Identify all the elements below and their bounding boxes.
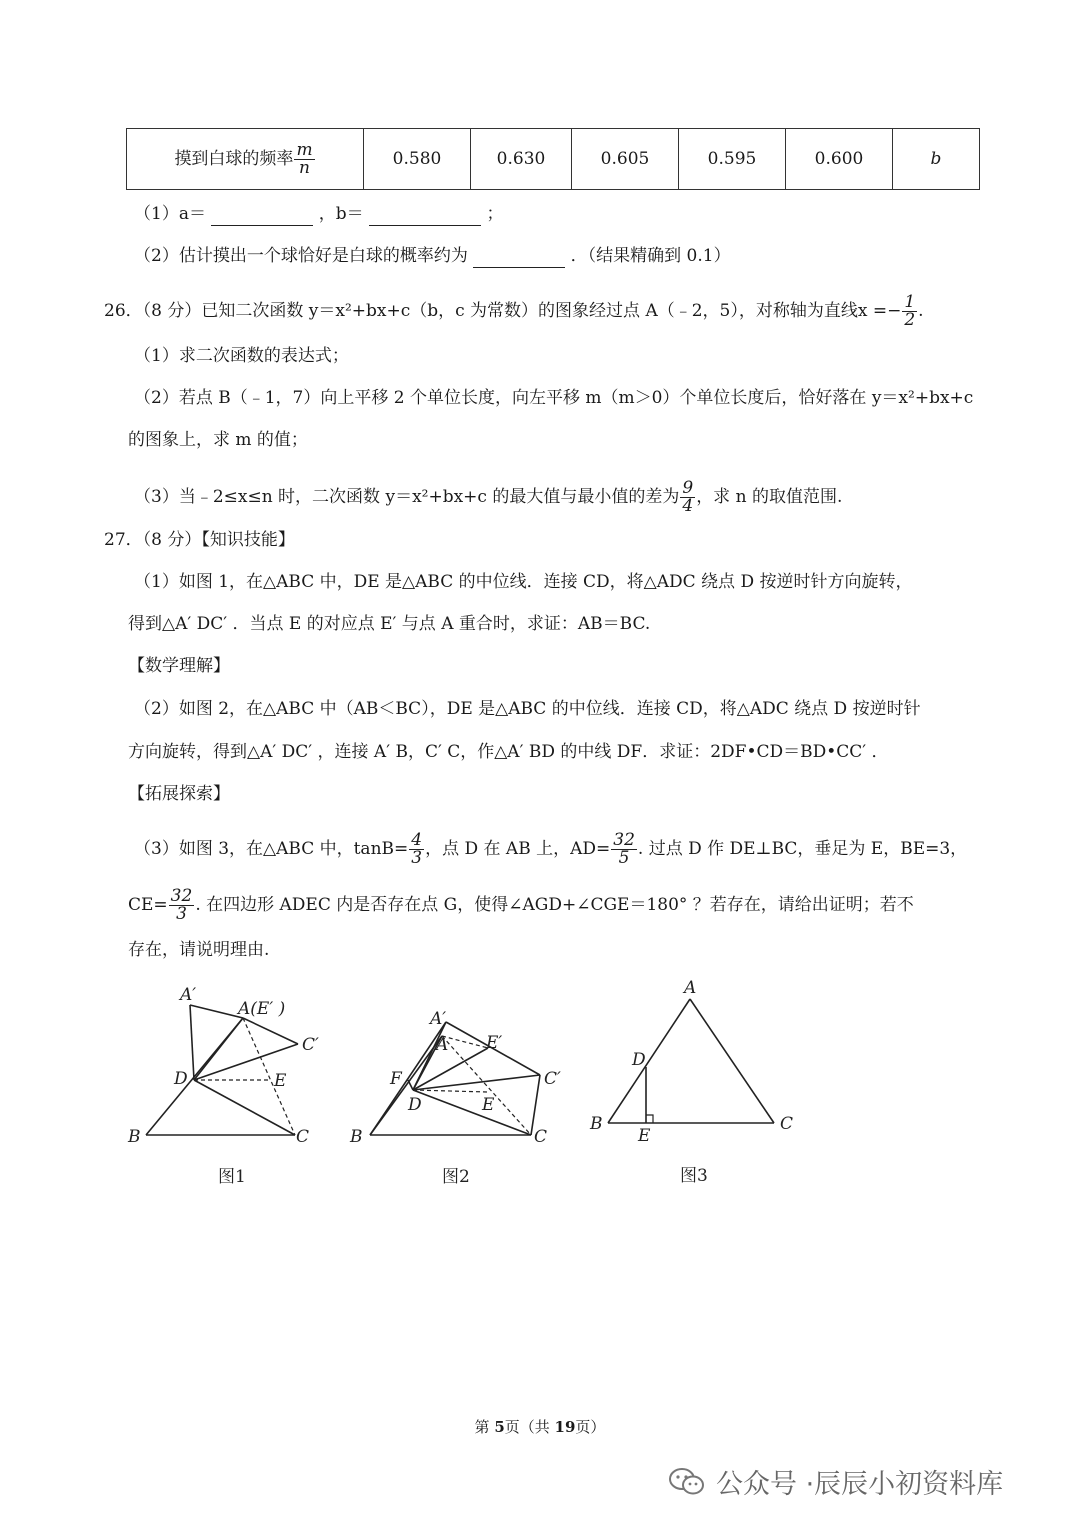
q25-semicolon: ；: [486, 204, 504, 224]
segment-ac: [690, 999, 774, 1123]
q26-part3-fraction: [680, 480, 695, 515]
label-d: D: [408, 1095, 422, 1115]
q26-part3-end: ，求 n 的取值范围.: [696, 487, 843, 507]
q27-part1-line2: 得到△A′ DC′ ．当点 E 的对应点 E′ 与点 A 重合时，求证：AB＝BC.: [128, 614, 651, 634]
row-label-text: 摸到白球的频率: [174, 148, 294, 169]
q26-part3: [134, 480, 842, 515]
frequency-table: [126, 128, 980, 190]
segment-dc: [413, 1090, 531, 1135]
ad-fraction: [611, 832, 637, 867]
table-cell: 0.605: [572, 129, 679, 190]
label-e: E: [638, 1126, 651, 1146]
q27-stem: 27．（8 分）【知识技能】: [104, 530, 295, 550]
figure-1-caption: 图1: [218, 1167, 246, 1187]
fraction-denominator: 2: [904, 310, 916, 330]
segment-ac-dashed: [243, 1018, 295, 1135]
footer-pre: 第: [474, 1418, 495, 1436]
label-b: B: [128, 1127, 141, 1147]
table-cell: 0.580: [364, 129, 471, 190]
q25-probability-blank[interactable]: [473, 267, 565, 268]
fraction-numerator: 9: [682, 478, 694, 498]
figure-3: [580, 975, 810, 1190]
label-e: E: [274, 1071, 287, 1091]
row-label-fraction: [294, 139, 314, 178]
label-a-e1: A(E′ ): [238, 999, 286, 1019]
right-angle-mark: [646, 1115, 653, 1123]
label-d: D: [632, 1050, 646, 1070]
tan-fraction: [409, 832, 424, 867]
q25-part1: [134, 202, 503, 226]
q27-part2-line1: （2）如图 2，在△ABC 中（AB＜BC），DE 是△ABC 的中位线．连接 CD，将△ADC 绕点 D 按逆时针: [134, 699, 921, 719]
label-a: A: [684, 978, 697, 998]
figure-1: [118, 980, 338, 1190]
page-footer: [0, 1416, 1080, 1437]
segment-ac1: [243, 1018, 298, 1044]
q25-b-label: ，b＝: [318, 204, 364, 224]
fraction-denominator: 5: [618, 848, 630, 868]
fraction-denominator: n: [299, 157, 310, 178]
label-b: B: [590, 1114, 603, 1134]
page-number: 5: [494, 1418, 505, 1436]
table-cell: b: [893, 129, 980, 190]
q27-part2-line2: 方向旋转，得到△A′ DC′ ，连接 A′ B，C′ C，作△A′ BD 的中线 DF．求证：2DF•CD＝BD•CC′ ．: [128, 742, 889, 762]
fraction-numerator: 4: [411, 830, 423, 850]
q25-part2-text: （2）估计摸出一个球恰好是白球的概率约为: [134, 246, 468, 266]
q27-heading-extension: 【拓展探索】: [128, 784, 230, 804]
fraction-numerator: 32: [613, 830, 635, 850]
q26-part3-text: （3）当﹣2≤x≤n 时，二次函数 y＝x²+bx+c 的最大值与最小值的差为: [134, 487, 680, 507]
label-c: C: [296, 1127, 310, 1147]
q26-stem-text: 26．（8 分）已知二次函数 y＝x²+bx+c（b，c 为常数）的图象经过点 A（﹣2，5），对称轴为直线x =−: [104, 301, 902, 321]
fraction-denominator: 3: [176, 904, 187, 924]
footer-mid: 页（共: [504, 1418, 555, 1436]
q26-axis-fraction: [902, 294, 917, 329]
label-a1: A′: [430, 1009, 447, 1029]
table-cell: 0.630: [471, 129, 572, 190]
segment-fd: [408, 1080, 413, 1090]
segment-dc1: [413, 1075, 540, 1090]
q27-part3-text2: ，点 D 在 AB 上，AD=: [425, 839, 611, 859]
label-a1: A′: [180, 985, 197, 1005]
total-pages: 19: [554, 1418, 576, 1436]
segment-da1: [190, 1005, 194, 1080]
ce-fraction: [169, 888, 195, 923]
q26-part1: （1）求二次函数的表达式；: [134, 346, 349, 366]
q27-part3-line1: [134, 832, 967, 867]
q25-a-blank[interactable]: [211, 225, 313, 226]
q27-heading-understanding: 【数学理解】: [128, 656, 230, 676]
label-e1: E′: [486, 1033, 503, 1053]
q26-part2-line1: （2）若点 B（﹣1，7）向上平移 2 个单位长度，向左平移 m（m＞0）个单位长度后，恰好落在 y＝x²+bx+c: [134, 388, 974, 408]
q25-b-blank[interactable]: [369, 225, 481, 226]
ce-label: CE=: [128, 895, 168, 915]
q26-part2-line2: 的图象上，求 m 的值；: [128, 430, 308, 450]
q26-stem: [104, 294, 924, 329]
table-cell: 0.595: [679, 129, 786, 190]
label-f: F: [390, 1069, 402, 1089]
label-a: A: [436, 1035, 449, 1055]
q27-part3-line3: 存在，请说明理由.: [128, 940, 270, 960]
fraction-numerator: m: [296, 139, 313, 160]
q27-part3-text3: . 过点 D 作 DE⊥BC，垂足为 E，BE=3，: [637, 839, 968, 859]
segment-ab: [608, 999, 690, 1123]
footer-post: 页）: [575, 1418, 606, 1436]
q26-stem-end: .: [918, 301, 924, 321]
figure-3-caption: 图3: [680, 1166, 708, 1186]
segment-a1a: [190, 1005, 243, 1018]
fraction-numerator: 1: [904, 292, 916, 312]
watermark-prefix: 公众号 ·: [716, 1469, 815, 1500]
label-c: C: [534, 1127, 548, 1147]
q27-part3-line2: [128, 888, 914, 923]
label-e: E: [482, 1095, 495, 1115]
label-c1: C′: [302, 1035, 319, 1055]
segment-de-dashed: [413, 1090, 488, 1092]
q25-a-label: （1）a＝: [134, 204, 206, 224]
fraction-denominator: 4: [682, 496, 694, 516]
table-row: [127, 129, 980, 190]
label-c: C: [780, 1114, 794, 1134]
figure-2-caption: 图2: [442, 1167, 470, 1187]
wechat-icon: [668, 1467, 706, 1497]
fraction-denominator: 3: [411, 848, 423, 868]
q27-part1-line1: （1）如图 1，在△ABC 中，DE 是△ABC 的中位线．连接 CD，将△ADC 绕点 D 按逆时针方向旋转，: [134, 572, 913, 592]
table-cell: 0.600: [786, 129, 893, 190]
label-b: B: [350, 1127, 363, 1147]
figure-2: [340, 1000, 580, 1190]
segment-c1c: [531, 1075, 540, 1135]
q27-part3-text4: . 在四边形 ADEC 内是否存在点 G，使得∠AGD+∠CGE＝180° ？若存在，请给出证明；若不: [195, 895, 914, 915]
q25-part2-end: ．（结果精确到 0.1）: [570, 246, 731, 266]
q25-part2: [134, 244, 731, 268]
label-c1: C′: [544, 1069, 561, 1089]
fraction-numerator: 32: [170, 886, 193, 906]
watermark: [668, 1462, 1003, 1501]
label-d: D: [174, 1069, 188, 1089]
table-row-label: [127, 129, 364, 190]
q27-part3-text: （3）如图 3，在△ABC 中，tanB=: [134, 839, 409, 859]
watermark-account-name: 辰辰小初资料库: [814, 1469, 1004, 1500]
